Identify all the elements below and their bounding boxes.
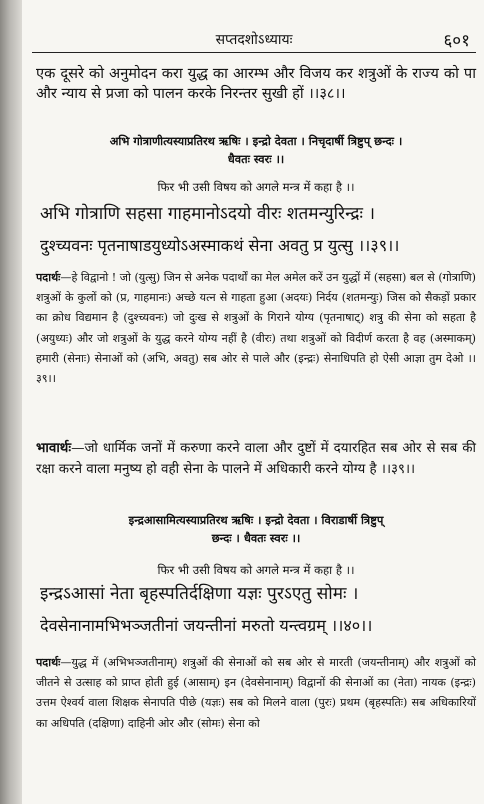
bhavartha-body: —जो धार्मिक जनों में करुणा करने वाला और दुष्टों में दयारहित सब ओर से सब की रक्षा करने वाला मनुष्य हो वही सेना के पालने में अधिकारी करने योग्य है ।।३९।। xyxy=(36,441,476,477)
book-spine-shadow xyxy=(0,0,22,804)
bhavartha-text xyxy=(36,438,476,480)
paragraph-text: एक दूसरे को अनुमोदन करा युद्ध का आरम्भ और विजय कर शत्रुओं के राज्य को पा और न्याय से प्रजा को पालन करके निरन्तर सुखी हों ।।३८।। xyxy=(36,65,476,102)
mantra-40-padartha xyxy=(36,653,476,734)
verse-line: इन्द्रऽआसां नेता बृहस्पतिर्दक्षिणा यज्ञः पुरऽएतु सोमः । xyxy=(40,584,359,604)
bhavartha-label: भावार्थः xyxy=(36,440,72,456)
mantra-39-padartha xyxy=(36,268,476,389)
meta-line: धैवतः स्वरः ।। xyxy=(227,152,285,166)
chapter-title: सप्तदशोऽध्यायः xyxy=(215,32,293,48)
mantra-40-verse xyxy=(40,579,476,641)
intro-line: फिर भी उसी विषय को अगले मन्त्र में कहा है ।। xyxy=(157,180,355,194)
page-number: ६०१ xyxy=(443,31,470,51)
padartha-text xyxy=(36,653,476,734)
mantra-39-metadata xyxy=(36,132,476,168)
verse-line: देवसेनानामभिभञ्जतीनां जयन्तीनां मरुतो यन्त्वग्रम् ।।४०।। xyxy=(40,616,373,635)
intro-line: फिर भी उसी विषय को अगले मन्त्र में कहा है ।। xyxy=(157,563,355,577)
mantra-39-intro xyxy=(36,180,476,195)
padartha-label: पदार्थः xyxy=(36,271,61,284)
padartha-body: —हे विद्वानो ! जो (युत्सु) जिन से अनेक पदार्थों का मेल अमेल करें उन युद्धों में (सहसा) बल से (गोत्राणि) शत्रुओं के कुलों को (प्र, गाहमानः) अच्छे यत्न से गाहता हुआ (अदयः) निर्दय (शतमन्युः) जिस को सैकड़ों प्रकार का क्रोध विद्यमान है (दुश्च्यवनः) जो दुःख से शत्रुओं के गिराने योग्य (पृतनाषाट्) शत्रु की सेना को सहता है (अयुध्यः) और जो शत्रुओं के युद्ध करने योग्य नहीं है (वीरः) तथा शत्रुओं को विदीर्ण करता है वह (अस्माकम्) हमारी (सेनाः) सेनाओं को (अभि, अवतु) सब ओर से पाले और (इन्द्रः) सेनाधिपति हो ऐसी आज्ञा तुम देओ ।।३९।। xyxy=(36,271,476,386)
verse-line: दुश्च्यवनः पृतनाषाडयुध्योऽअस्माकथं सेना अवतु प्र युत्सु ।।३९।। xyxy=(40,236,400,255)
padartha-body: —युद्ध में (अभिभञ्जतीनाम्) शत्रुओं की सेनाओं को सब ओर से मारती (जयन्तीनाम्) और शत्रुओं को जीतने से उत्साह को प्राप्त होती हुई (आसाम्) इन (देवसेनानाम्) विद्वानों की सेनाओं का (नेता) नायक (इन्द्रः) उत्तम ऐश्वर्य वाला शिक्षक सेनापति पीछे (यज्ञः) सब को मिलने वाला (पुरः) प्रथम (बृहस्पतिः) सब अधिकारियों का अधिपति (दक्षिणा) दाहिनी ओर और (सोमः) सेना को xyxy=(36,656,476,730)
mantra-40-metadata xyxy=(36,511,476,547)
mantra-39-verse xyxy=(40,199,476,261)
running-header xyxy=(32,30,476,53)
verse-line: अभि गोत्राणि सहसा गाहमानोऽदयो वीरः शतमन्युरिन्द्रः । xyxy=(40,204,375,224)
mantra-40-intro xyxy=(36,563,476,578)
padartha-label: पदार्थः xyxy=(36,656,61,669)
padartha-text xyxy=(36,268,476,389)
meta-line: इन्द्रआसामित्यस्याप्रतिरथ ऋषिः । इन्द्रो देवता । विराडार्षी त्रिष्टुप् xyxy=(128,513,384,527)
mantra-39-bhavartha xyxy=(36,438,476,480)
meta-line: छन्दः । धैवतः स्वरः ।। xyxy=(211,531,301,545)
meta-line: अभि गोत्राणीत्यस्याप्रतिरथ ऋषिः । इन्द्रो देवता । निचृदार्षी त्रिष्टुप् छन्दः । xyxy=(109,134,403,148)
book-page xyxy=(22,0,484,804)
continuation-paragraph xyxy=(36,64,476,104)
